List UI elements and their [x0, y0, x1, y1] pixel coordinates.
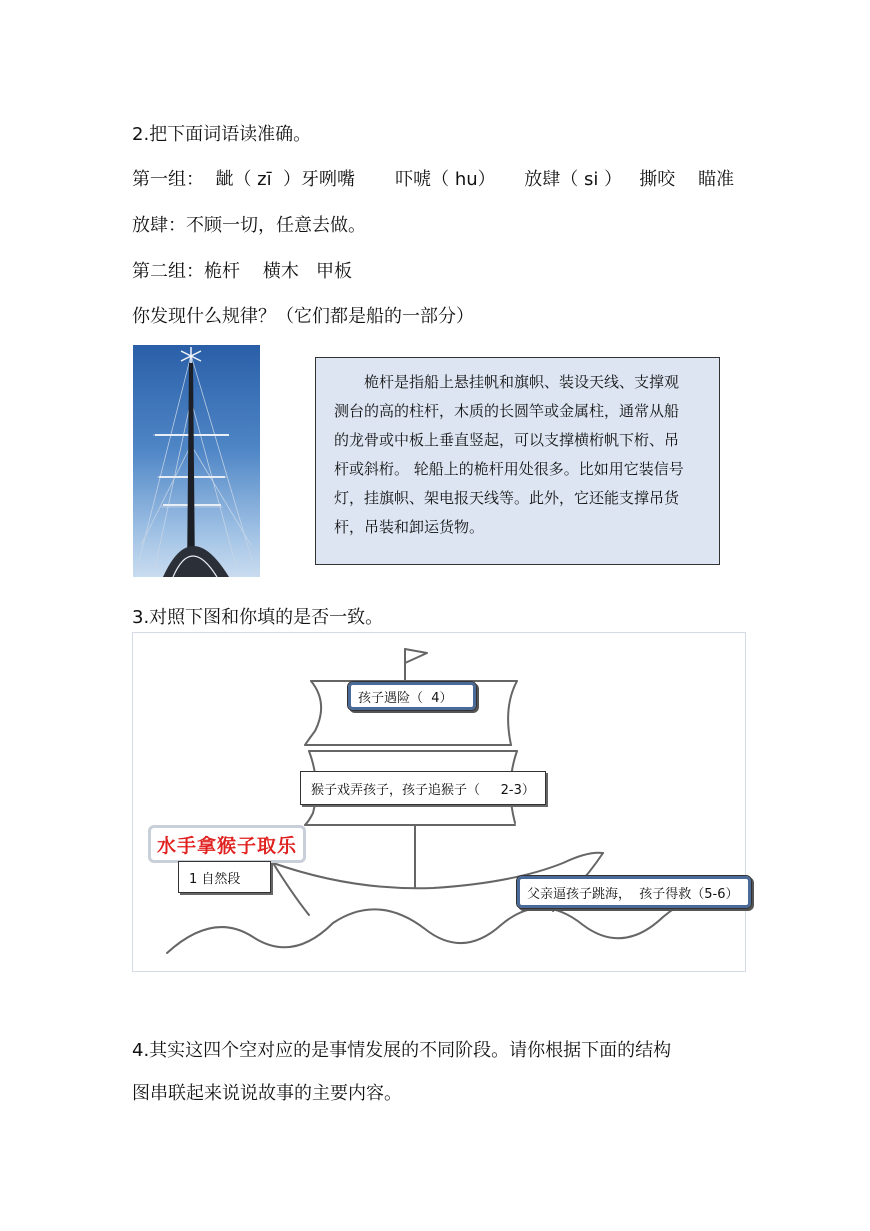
- pattern-question: 你发现什么规律？（它们都是船的一部分）: [132, 306, 474, 327]
- word-group-1: 第一组： 龇（ zī ）牙咧嘴 吓唬（ hu） 放肆（ si ） 撕咬 瞄准: [132, 169, 735, 190]
- label-child-in-danger: 孩子遇险（ 4）: [347, 681, 477, 711]
- sailors-tease-monkey-sticker: 水手拿猴子取乐: [148, 825, 306, 863]
- mast-illustration: [133, 345, 260, 577]
- label-paragraph-1: 1 自然段: [178, 861, 271, 893]
- mast-info-text: 桅杆是指船上悬挂帆和旗帜、装设天线、支撑观测台的高的柱杆，木质的长圆竿或金属柱，通常从船的龙骨或中板上垂直竖起，可以支撑横桁帆下桁、吊杆或斜桁。 轮船上的桅杆用处很多。比如用它装信号灯，挂旗帜、架电报天线等。此外，它还能支撑吊货杆，吊装和卸运货物。: [334, 373, 684, 536]
- section2-heading: 2.把下面词语读准确。: [132, 124, 312, 145]
- mast-info-box: [315, 357, 720, 565]
- definition-line: 放肆：不顾一切，任意去做。: [132, 215, 366, 236]
- section4-line2: 图串联起来说说故事的主要内容。: [132, 1083, 402, 1104]
- mast-photo: [133, 345, 260, 577]
- section4-line1: 4.其实这四个空对应的是事情发展的不同阶段。请你根据下面的结构: [132, 1040, 672, 1061]
- label-monkey-teases-child: 猴子戏弄孩子，孩子追猴子（ 2-3）: [300, 771, 546, 805]
- label-father-saves-child: 父亲逼孩子跳海， 孩子得救（5-6）: [516, 875, 752, 909]
- section3-heading: 3.对照下图和你填的是否一致。: [132, 607, 384, 628]
- word-group-2: 第二组：桅杆 横木 甲板: [132, 261, 353, 282]
